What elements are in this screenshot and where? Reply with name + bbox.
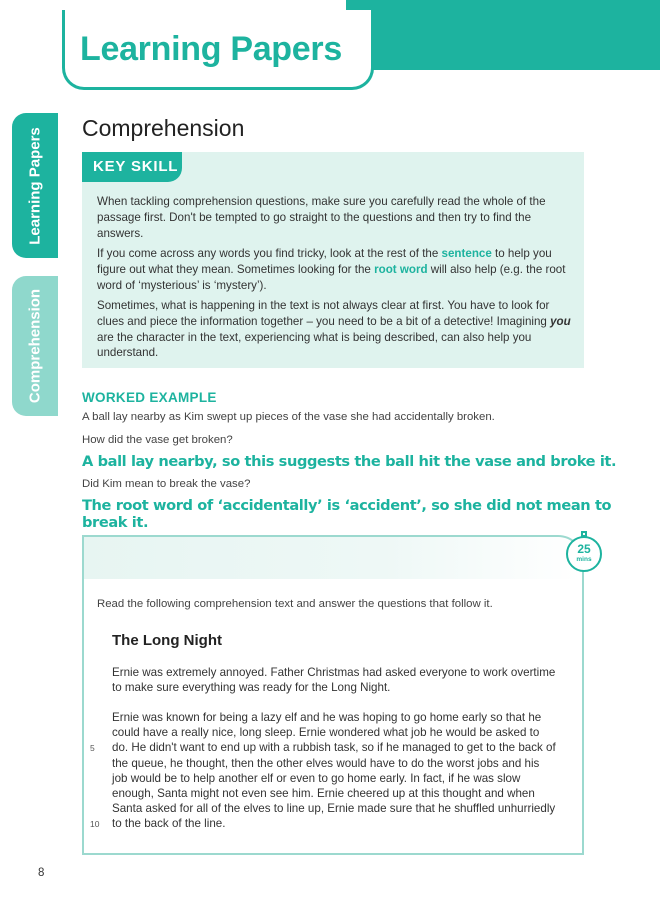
key-skill-paragraph: When tackling comprehension questions, make sure you carefully read the whole of the passage first. Don't be tempted to go straight to the questions and then try to find the answers. — [97, 195, 546, 240]
stopwatch-icon — [566, 536, 602, 572]
page-title: Learning Papers — [80, 30, 342, 68]
passage-instruction: Read the following comprehension text and answer the questions that follow it. — [97, 598, 493, 610]
side-tab-learning-papers[interactable] — [12, 113, 58, 258]
side-tab-label: Learning Papers — [26, 126, 44, 245]
passage-header-band — [84, 537, 580, 579]
timer-unit: mins — [576, 556, 592, 563]
story-title: The Long Night — [112, 632, 222, 649]
key-skill-label: KEY SKILL — [82, 152, 182, 182]
worked-example-sentence: A ball lay nearby as Kim swept up pieces of the vase she had accidentally broken. — [82, 411, 495, 423]
side-tab-label: Comprehension — [26, 288, 44, 404]
worked-example-title: WORKED EXAMPLE — [82, 390, 217, 405]
side-tab-comprehension[interactable] — [12, 276, 58, 416]
key-skill-paragraph: If you come across any words you find tricky, look at the rest of the sentence to help you figure out what they mean. Sometimes looking for the root word will also help (e.g. the root word of ‘mysterious’ is ‘mystery’). — [97, 247, 566, 292]
line-number: 10 — [90, 819, 100, 829]
worked-example-question: How did the vase get broken? — [82, 434, 233, 446]
worked-example-answer: A ball lay nearby, so this suggests the ball hit the vase and broke it. — [82, 453, 617, 470]
highlight-term: sentence — [441, 247, 492, 260]
page-number: 8 — [38, 867, 45, 879]
timer-minutes: 25 — [577, 542, 591, 556]
highlight-term: root word — [374, 262, 428, 276]
line-number: 5 — [90, 743, 95, 753]
worked-example-answer: The root word of ‘accidentally’ is ‘accident’, so she did not mean to break it. — [82, 497, 612, 531]
header-band — [346, 0, 660, 70]
section-title: Comprehension — [82, 115, 245, 141]
story-paragraph: Ernie was extremely annoyed. Father Christmas had asked everyone to work overtime to make sure everything was ready for the Long Night. — [112, 666, 556, 695]
story-paragraph: Ernie was known for being a lazy elf and he was hoping to go home early so that he could have a really nice, long sleep. Ernie wondered what job he would be asked to do. He didn't want to end up with a rubbish task, so if he managed to get to the back of the queue, he thought, then the other elves would have to do the worst jobs and his job would be to help another elf or even to go home early. In fact, if he was slow enough, Santa might not even see him. Ernie cheered up at this thought and when Santa asked for all of the elves to line up, Ernie made sure that he shuffled unhurriedly to the back of the line. — [112, 711, 556, 831]
worked-example-question: Did Kim mean to break the vase? — [82, 478, 251, 490]
key-skill-paragraph: Sometimes, what is happening in the text is not always clear at first. You have to look for clues and piece the information together – you need to be a bit of a detective! Imagining you are the character in the text, experiencing what is being described, can also help you understand. — [97, 299, 571, 360]
